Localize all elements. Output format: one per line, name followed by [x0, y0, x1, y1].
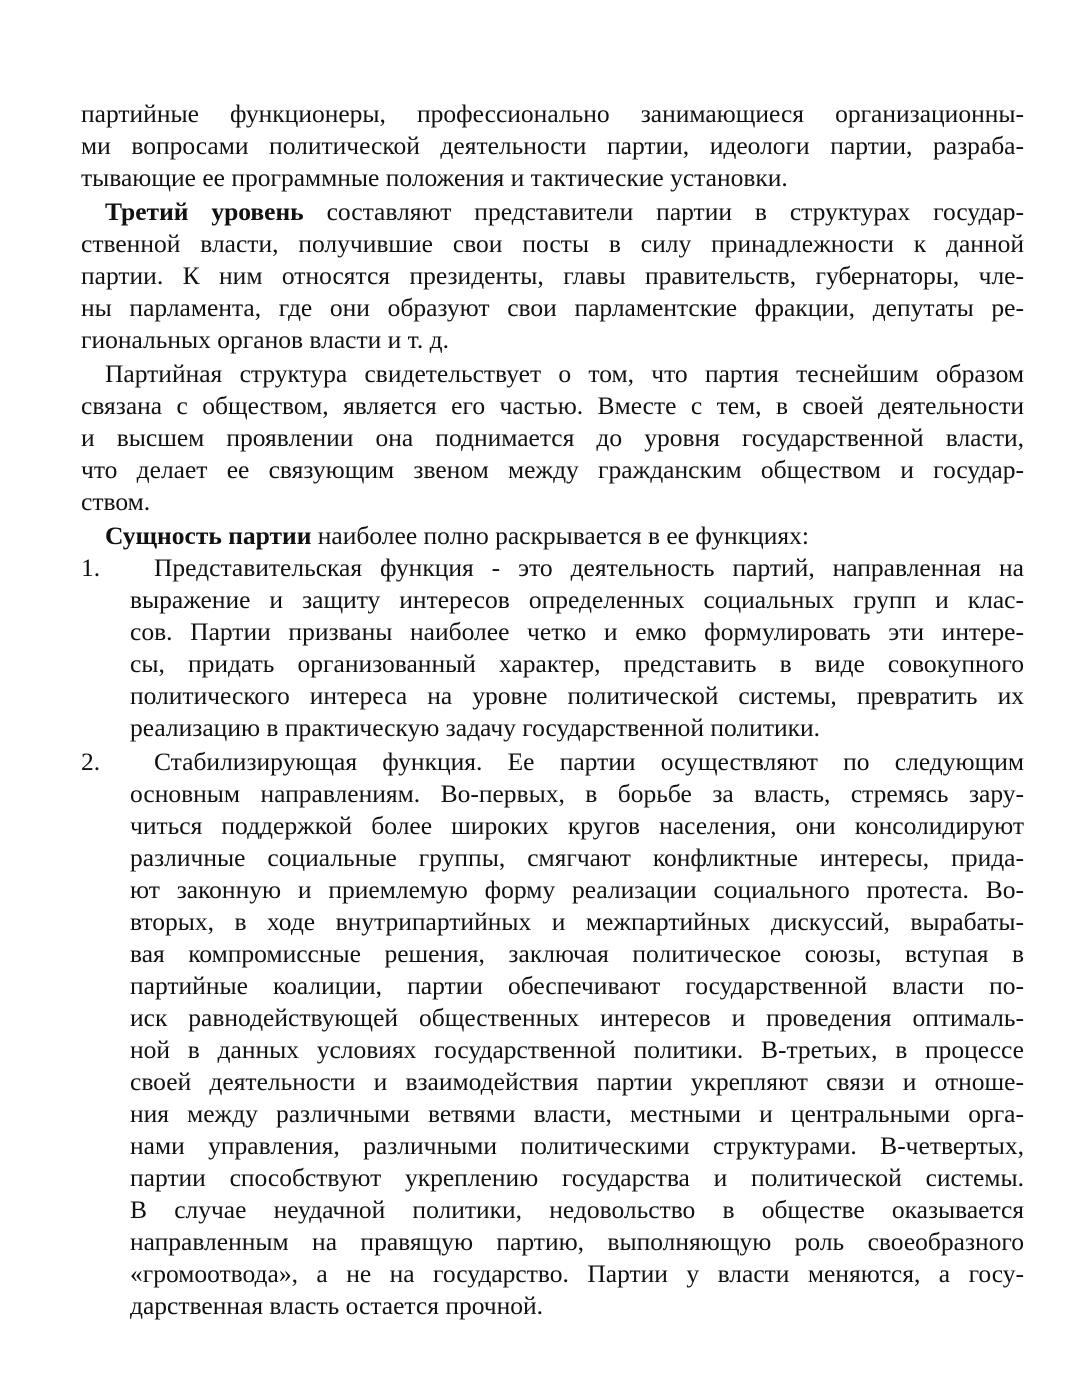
- text-line: [81, 520, 1024, 552]
- text-line: реализацию в практическую задачу государственной политики.: [130, 713, 821, 742]
- text-line: ной в данных условиях государственной политики. В-третьих, в процессе: [130, 1035, 1024, 1064]
- text-line: ственной власти, получившие свои посты в силу принадлежности к данной: [81, 229, 1024, 258]
- bold-term: Третий уровень: [105, 197, 304, 226]
- text-fragment: наиболее полно раскрывается в ее функциях:: [311, 521, 809, 550]
- bold-term: Сущность партии: [105, 521, 312, 550]
- list-number: 1.: [81, 553, 101, 582]
- text-line: выражение и защиту интересов определенных социальных групп и клас-: [130, 585, 1024, 614]
- text-line: основным направлениям. Во-первых, в борьбе за власть, стремясь зару-: [130, 779, 1024, 808]
- text-line: сы, придать организованный характер, представить в виде совокупного: [130, 649, 1024, 678]
- paragraph-functionaries: [81, 98, 1024, 194]
- text-line: ми вопросами политической деятельности партии, идеологи партии, разраба-: [81, 131, 1024, 160]
- list-item-stabilizing-function: [81, 746, 1024, 1322]
- text-line: ют законную и приемлемую форму реализации социального протеста. Во-: [130, 875, 1024, 904]
- text-line: ния между различными ветвями власти, местными и центральными орга-: [130, 1099, 1024, 1128]
- list-item-representative-function: [81, 552, 1024, 744]
- text-line: Стабилизирующая функция. Ее партии осуществляют по следующим: [154, 747, 1024, 776]
- text-line: направленным на правящую партию, выполняющую роль своеобразного: [130, 1227, 1024, 1256]
- functions-list: [81, 552, 1024, 1322]
- text-line: сов. Партии призваны наиболее четко и емко формулировать эти интере-: [130, 617, 1024, 646]
- text-line: партии способствуют укреплению государства и политической системы.: [130, 1163, 1024, 1192]
- text-line: партийные коалиции, партии обеспечивают государственной власти по-: [130, 971, 1024, 1000]
- text-line: партии. К ним относятся президенты, главы правительств, губернаторы, чле-: [81, 261, 1024, 290]
- text-line: своей деятельности и взаимодействия партии укрепляют связи и отноше-: [130, 1067, 1024, 1096]
- text-line: нами управления, различными политическими структурами. В-четвертых,: [130, 1131, 1024, 1160]
- list-item-body: [81, 552, 1024, 744]
- text-line: [81, 196, 1024, 228]
- text-line: «громоотвода», а не на государство. Партии у власти меняются, а госу-: [130, 1259, 1024, 1288]
- text-line: дарственная власть остается прочной.: [130, 1291, 544, 1320]
- text-line: Партийная структура свидетельствует о том, что партия теснейшим образом: [105, 359, 1024, 388]
- paragraph-party-essence: [81, 520, 1024, 552]
- list-item-body: [81, 746, 1024, 1322]
- text-line: связана с обществом, является его частью. Вместе с тем, в своей деятельности: [81, 391, 1024, 420]
- list-number: 2.: [81, 747, 101, 776]
- paragraph-third-level: [81, 196, 1024, 356]
- text-line: партийные функционеры, профессионально занимающиеся организационны-: [81, 99, 1024, 128]
- text-line: различные социальные группы, смягчают конфликтные интересы, прида-: [130, 843, 1024, 872]
- text-line: гиональных органов власти и т. д.: [81, 325, 449, 354]
- text-line: В случае неудачной политики, недовольство в обществе оказывается: [130, 1195, 1024, 1224]
- paragraph-party-structure: [81, 358, 1024, 518]
- text-line: вая компромиссные решения, заключая политическое союзы, вступая в: [130, 939, 1024, 968]
- text-line: иск равнодействующей общественных интересов и проведения оптималь-: [130, 1003, 1024, 1032]
- text-line: ством.: [81, 487, 151, 516]
- text-line: что делает ее связующим звеном между гражданским обществом и государ-: [81, 455, 1024, 484]
- text-line: вторых, в ходе внутрипартийных и межпартийных дискуссий, вырабаты-: [130, 907, 1024, 936]
- text-fragment: составляют представители партии в структурах государ-: [303, 197, 1024, 226]
- text-line: политического интереса на уровне политической системы, превратить их: [130, 681, 1024, 710]
- text-line: и высшем проявлении она поднимается до уровня государственной власти,: [81, 423, 1024, 452]
- text-line: ны парламента, где они образуют свои парламентские фракции, депутаты ре-: [81, 293, 1024, 322]
- text-line: тывающие ее программные положения и тактические установки.: [81, 163, 788, 192]
- text-line: Представительская функция - это деятельность партий, направленная на: [154, 553, 1024, 582]
- text-line: читься поддержкой более широких кругов населения, они консолидируют: [130, 811, 1024, 840]
